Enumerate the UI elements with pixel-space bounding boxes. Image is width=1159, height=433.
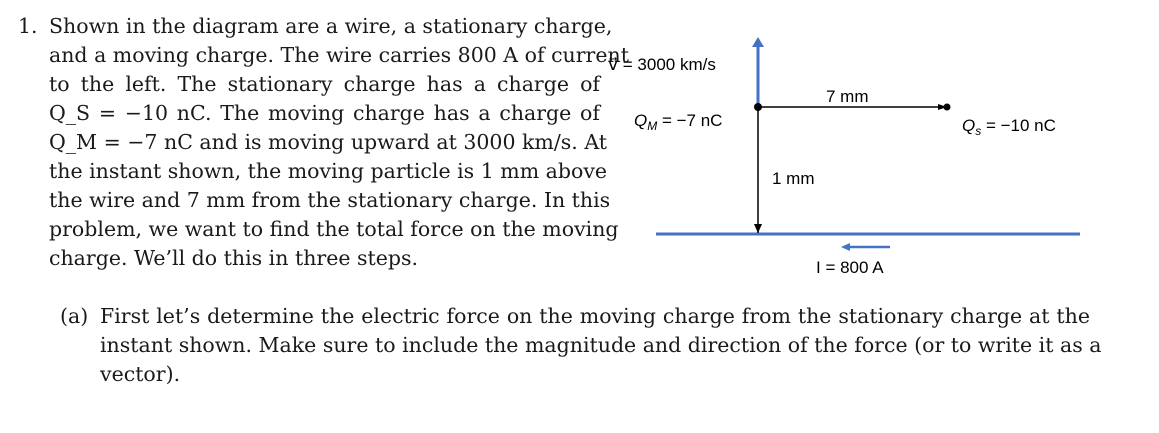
current-arrowhead-icon <box>841 243 850 251</box>
problem-line: the wire and 7 mm from the stationary charge. In this <box>49 188 611 212</box>
problem-line: the instant shown, the moving particle is 1 mm above <box>49 159 608 183</box>
moving-charge <box>754 103 762 111</box>
vertical-distance-label: 1 mm <box>772 169 815 188</box>
problem-line: Q_M = −7 nC and is moving upward at 3000 km/s. At <box>49 130 608 154</box>
part-line: instant shown. Make sure to include the magnitude and direction of the force (or to write it as a <box>100 333 1102 357</box>
part-line: vector). <box>100 362 181 386</box>
problem-line: charge. We’ll do this in three steps. <box>49 246 419 270</box>
problem-line: problem, we want to find the total force on the moving <box>49 217 619 241</box>
horizontal-distance-label: 7 mm <box>826 87 869 106</box>
problem-text <box>49 12 629 273</box>
force-diagram <box>600 30 1159 290</box>
part-line: First let’s determine the electric force on the moving charge from the stationary charge at the <box>100 304 1090 328</box>
velocity-arrowhead-icon <box>752 37 764 47</box>
problem-line: to the left. The stationary charge has a charge of <box>49 72 600 96</box>
problem-line: and a moving charge. The wire carries 800 A of current <box>49 43 629 67</box>
problem-line: Q_S = −10 nC. The moving charge has a charge of <box>49 101 600 125</box>
stationary-charge <box>944 104 951 111</box>
part-a-text <box>100 302 1102 389</box>
moving-charge-label: $Q_M = -7$ nC <box>634 111 723 133</box>
distance-arrowhead-icon <box>754 224 762 233</box>
problem-number: 1. <box>18 14 38 38</box>
problem-line: Shown in the diagram are a wire, a stationary charge, <box>49 14 613 38</box>
stationary-charge-label: $Q_s = -10$ nC <box>962 116 1056 138</box>
velocity-label: v⃗ = 3000 km/s <box>608 55 716 74</box>
current-label: I = 800 A <box>816 258 884 277</box>
part-letter: (a) <box>60 304 89 328</box>
